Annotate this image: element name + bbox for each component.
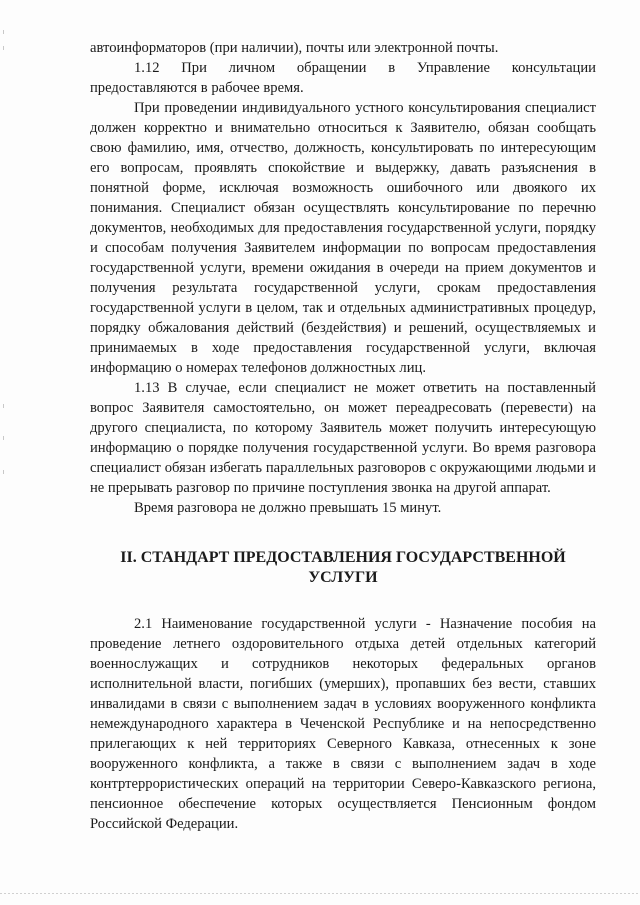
scan-mark [3, 470, 4, 474]
scan-mark [3, 46, 4, 50]
section-heading: II. СТАНДАРТ ПРЕДОСТАВЛЕНИЯ ГОСУДАРСТВЕННОЙ УСЛУГИ [120, 549, 566, 586]
scan-mark [3, 30, 4, 34]
scan-mark [3, 404, 4, 408]
paragraph-2-1: 2.1 Наименование государственной услуги - Назначение пособия на проведение летнего оздоровительного отдыха детей отдельных категорий военнослужащих и сотрудников некоторых федеральных органов исполнительной власти, погибших (умерших), пропавших без вести, ставших инвалидами в связи с выполнением задач в условиях вооруженного конфликта немеждународного характера в Чеченской Республике и на непосредственно прилегающих к ней территориях Северного Кавказа, отнесенных к зоне вооруженного конфликта, а также в связи с выполнением задач в ходе контртеррористических операций на территории Северо-Кавказского региона, пенсионное обеспечение которых осуществляется Пенсионным фондом Российской Федерации. [90, 616, 596, 832]
scan-mark [3, 436, 4, 440]
document-body [90, 38, 596, 834]
paragraph-1-12: 1.12 При личном обращении в Управление консультации предоставляются в рабочее время. [90, 60, 596, 96]
scan-bottom-edge [0, 893, 640, 894]
paragraph-consultation: При проведении индивидуального устного консультирования специалист должен корректно и внимательно относиться к Заявителю, обязан сообщать свою фамилию, имя, отчество, должность, консультировать по интересующим его вопросам, проявлять спокойствие и выдержку, давать разъяснения в понятной форме, исключая возможность ошибочного или двоякого их понимания. Специалист обязан осуществлять консультирование по перечню документов, необходимых для предоставления государственной услуги, порядку и способам получения Заявителем информации по вопросам предоставления государственной услуги, времени ожидания в очереди на прием документов и получения результата государственной услуги, срокам предоставления государственной услуги в целом, так и отдельных административных процедур, порядку обжалования действий (бездействия) и решений, осуществляемых и принимаемых в ходе предоставления государственной услуги, включая информацию о номерах телефонов должностных лиц. [90, 100, 596, 376]
paragraph-1-13: 1.13 В случае, если специалист не может ответить на поставленный вопрос Заявителя самостоятельно, он может переадресовать (перевести) на другого специалиста, по которому Заявитель может получить интересующую информацию о порядке получения государственной услуги. Во время разговора специалист обязан избегать параллельных разговоров с окружающими людьми и не прерывать разговор по причине поступления звонка на другой аппарат. [90, 380, 596, 496]
paragraph-time-limit: Время разговора не должно превышать 15 минут. [134, 500, 442, 516]
continued-line: автоинформаторов (при наличии), почты или электронной почты. [90, 40, 499, 56]
